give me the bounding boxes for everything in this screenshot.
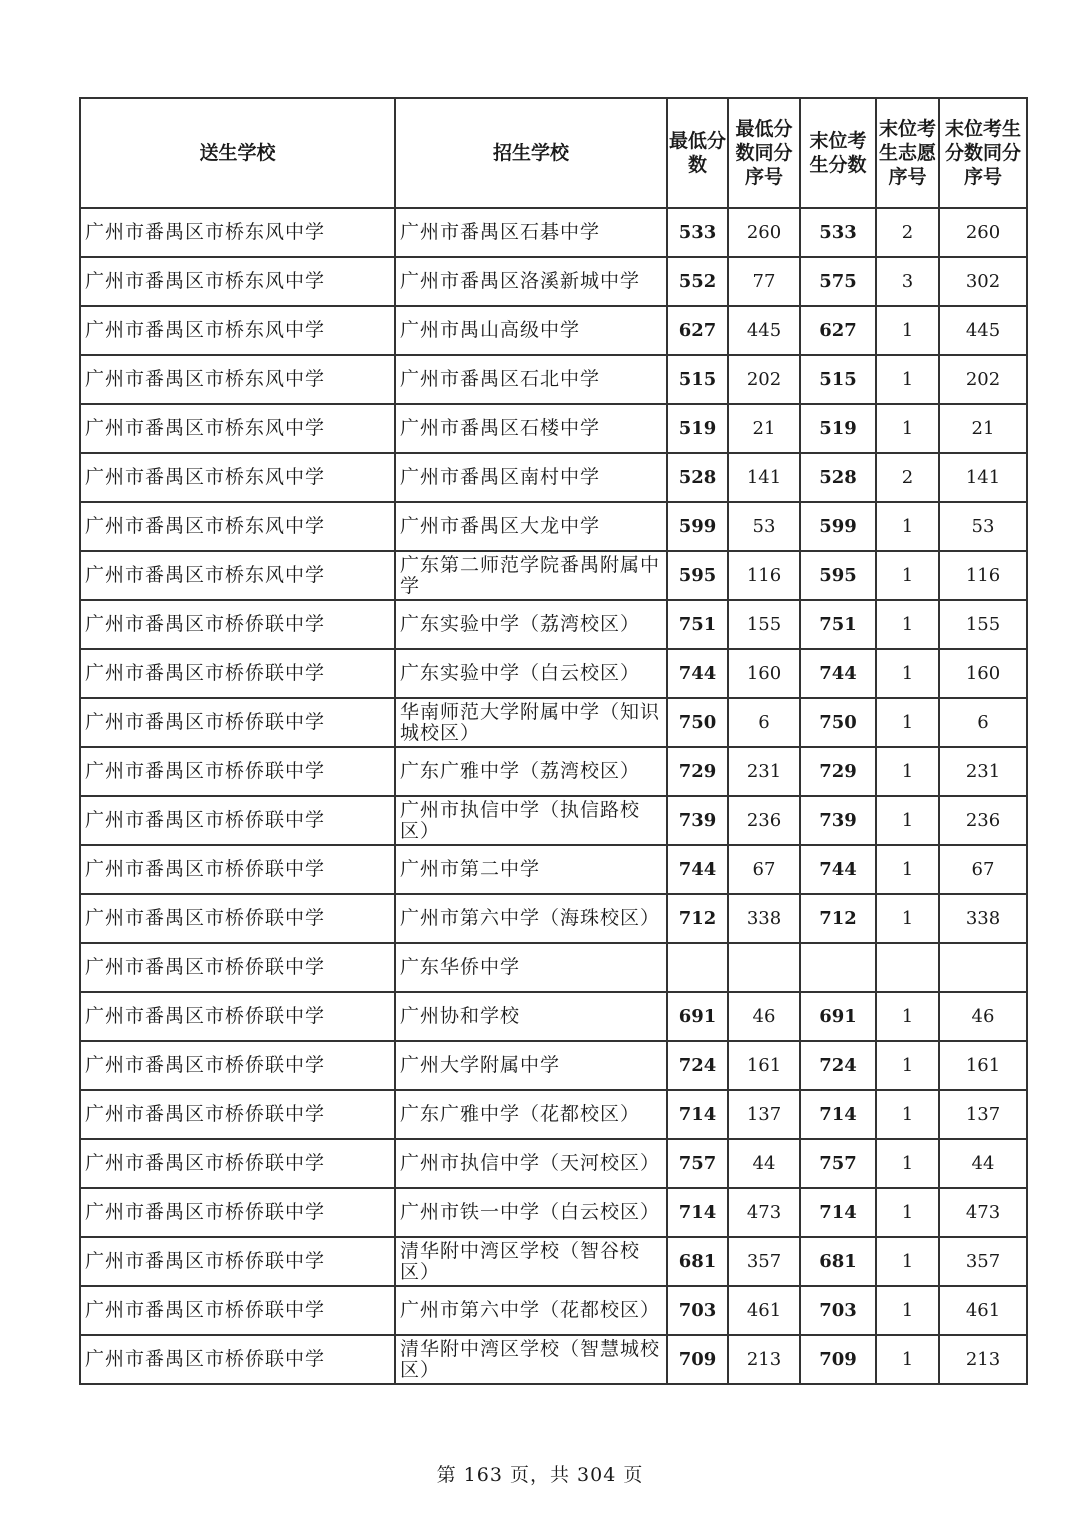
cell-sending-school: 广州市番禺区市桥侨联中学 [80,747,395,796]
cell-last-rank: 155 [939,600,1027,649]
cell-last-rank: 44 [939,1139,1027,1188]
cell-last-rank: 338 [939,894,1027,943]
cell-admitting-school: 广州市铁一中学（白云校区） [395,1188,667,1237]
cell-last-preference: 1 [876,1090,939,1139]
cell-min-score: 714 [667,1188,728,1237]
cell-last-score: 709 [800,1335,876,1384]
cell-min-score: 729 [667,747,728,796]
cell-sending-school: 广州市番禺区市桥东风中学 [80,257,395,306]
table-row [80,453,1027,502]
cell-min-score: 714 [667,1090,728,1139]
cell-last-score: 729 [800,747,876,796]
cell-last-rank: 116 [939,551,1027,600]
cell-min-score-rank: 231 [728,747,800,796]
table-row [80,1041,1027,1090]
cell-min-score: 709 [667,1335,728,1384]
cell-min-score: 744 [667,649,728,698]
page-number: 第 163 页，共 304 页 [436,1464,644,1486]
cell-admitting-school: 广东实验中学（荔湾校区） [395,600,667,649]
cell-admitting-school: 广州市禺山高级中学 [395,306,667,355]
cell-last-rank: 202 [939,355,1027,404]
cell-last-score [800,943,876,992]
cell-last-preference: 1 [876,1286,939,1335]
cell-min-score-rank: 116 [728,551,800,600]
cell-last-rank: 357 [939,1237,1027,1286]
cell-min-score-rank: 155 [728,600,800,649]
cell-last-score: 724 [800,1041,876,1090]
cell-admitting-school: 广州市执信中学（执信路校区） [395,796,667,845]
cell-sending-school: 广州市番禺区市桥侨联中学 [80,845,395,894]
cell-last-preference: 1 [876,1237,939,1286]
cell-min-score-rank: 473 [728,1188,800,1237]
cell-min-score-rank: 236 [728,796,800,845]
cell-last-preference: 1 [876,698,939,747]
cell-last-score: 595 [800,551,876,600]
cell-last-rank: 53 [939,502,1027,551]
header-sending-school: 送生学校 [80,98,395,208]
cell-last-preference: 1 [876,502,939,551]
cell-last-score: 599 [800,502,876,551]
table-row [80,747,1027,796]
cell-min-score-rank [728,943,800,992]
cell-last-rank: 6 [939,698,1027,747]
cell-last-rank: 260 [939,208,1027,257]
table-row [80,1237,1027,1286]
cell-min-score-rank: 202 [728,355,800,404]
header-last-score: 末位考生分数 [800,98,876,208]
cell-min-score-rank: 46 [728,992,800,1041]
cell-last-score: 575 [800,257,876,306]
cell-last-preference: 1 [876,1041,939,1090]
cell-sending-school: 广州市番禺区市桥东风中学 [80,453,395,502]
table-row [80,1090,1027,1139]
cell-sending-school: 广州市番禺区市桥侨联中学 [80,600,395,649]
table-row [80,551,1027,600]
cell-min-score-rank: 77 [728,257,800,306]
cell-sending-school: 广州市番禺区市桥侨联中学 [80,1335,395,1384]
cell-min-score-rank: 461 [728,1286,800,1335]
cell-min-score: 533 [667,208,728,257]
cell-last-preference: 1 [876,1188,939,1237]
cell-last-rank: 137 [939,1090,1027,1139]
cell-admitting-school: 广州市番禺区石楼中学 [395,404,667,453]
cell-last-preference: 2 [876,453,939,502]
cell-admitting-school: 广州市第六中学（海珠校区） [395,894,667,943]
cell-sending-school: 广州市番禺区市桥侨联中学 [80,943,395,992]
table-row [80,992,1027,1041]
cell-last-rank: 302 [939,257,1027,306]
cell-min-score: 739 [667,796,728,845]
cell-last-preference: 1 [876,355,939,404]
cell-sending-school: 广州市番禺区市桥东风中学 [80,551,395,600]
cell-min-score: 751 [667,600,728,649]
cell-last-rank: 161 [939,1041,1027,1090]
cell-min-score: 691 [667,992,728,1041]
cell-last-rank: 141 [939,453,1027,502]
header-last-rank: 末位考生分数同分序号 [939,98,1027,208]
cell-admitting-school: 广东第二师范学院番禺附属中学 [395,551,667,600]
table-row [80,600,1027,649]
cell-min-score-rank: 160 [728,649,800,698]
cell-last-rank: 21 [939,404,1027,453]
table-row [80,943,1027,992]
cell-last-score: 515 [800,355,876,404]
cell-min-score-rank: 213 [728,1335,800,1384]
table-row [80,502,1027,551]
cell-min-score: 703 [667,1286,728,1335]
cell-last-preference: 1 [876,551,939,600]
cell-min-score: 599 [667,502,728,551]
cell-last-rank: 160 [939,649,1027,698]
table-row [80,1139,1027,1188]
cell-min-score: 519 [667,404,728,453]
cell-min-score [667,943,728,992]
cell-min-score-rank: 21 [728,404,800,453]
cell-min-score-rank: 338 [728,894,800,943]
cell-last-score: 744 [800,845,876,894]
cell-last-rank: 231 [939,747,1027,796]
cell-last-preference: 1 [876,1139,939,1188]
admission-score-table [79,97,1028,1385]
cell-sending-school: 广州市番禺区市桥侨联中学 [80,1139,395,1188]
cell-sending-school: 广州市番禺区市桥侨联中学 [80,992,395,1041]
cell-last-score: 714 [800,1090,876,1139]
cell-last-score: 519 [800,404,876,453]
table-body [80,208,1027,1384]
header-last-preference: 末位考生志愿序号 [876,98,939,208]
cell-last-rank: 213 [939,1335,1027,1384]
cell-last-rank: 445 [939,306,1027,355]
cell-min-score: 681 [667,1237,728,1286]
header-admitting-school: 招生学校 [395,98,667,208]
cell-last-preference [876,943,939,992]
cell-last-rank: 236 [939,796,1027,845]
cell-last-rank: 473 [939,1188,1027,1237]
cell-admitting-school: 华南师范大学附属中学（知识城校区） [395,698,667,747]
cell-last-rank: 67 [939,845,1027,894]
header-min-score-rank: 最低分数同分序号 [728,98,800,208]
table-row [80,306,1027,355]
cell-admitting-school: 广州市第二中学 [395,845,667,894]
cell-last-score: 751 [800,600,876,649]
cell-sending-school: 广州市番禺区市桥东风中学 [80,404,395,453]
table-row [80,845,1027,894]
cell-last-score: 757 [800,1139,876,1188]
cell-min-score: 515 [667,355,728,404]
cell-sending-school: 广州市番禺区市桥侨联中学 [80,1041,395,1090]
table-row [80,894,1027,943]
cell-min-score: 552 [667,257,728,306]
cell-last-score: 744 [800,649,876,698]
cell-sending-school: 广州市番禺区市桥侨联中学 [80,894,395,943]
table-row [80,404,1027,453]
cell-sending-school: 广州市番禺区市桥东风中学 [80,502,395,551]
cell-admitting-school: 广东广雅中学（荔湾校区） [395,747,667,796]
cell-min-score-rank: 141 [728,453,800,502]
cell-admitting-school: 清华附中湾区学校（智谷校区） [395,1237,667,1286]
cell-last-score: 533 [800,208,876,257]
cell-last-score: 681 [800,1237,876,1286]
cell-admitting-school: 广州大学附属中学 [395,1041,667,1090]
cell-last-preference: 2 [876,208,939,257]
cell-admitting-school: 广州市番禺区南村中学 [395,453,667,502]
cell-last-score: 714 [800,1188,876,1237]
table-row [80,355,1027,404]
cell-admitting-school: 广州市番禺区石碁中学 [395,208,667,257]
cell-last-preference: 3 [876,257,939,306]
cell-last-preference: 1 [876,649,939,698]
cell-admitting-school: 广州市番禺区石北中学 [395,355,667,404]
cell-min-score-rank: 161 [728,1041,800,1090]
cell-sending-school: 广州市番禺区市桥东风中学 [80,306,395,355]
cell-min-score-rank: 445 [728,306,800,355]
cell-admitting-school: 广州协和学校 [395,992,667,1041]
cell-last-preference: 1 [876,600,939,649]
table-row [80,1335,1027,1384]
cell-last-score: 528 [800,453,876,502]
cell-admitting-school: 广东华侨中学 [395,943,667,992]
cell-last-preference: 1 [876,845,939,894]
cell-last-score: 627 [800,306,876,355]
cell-sending-school: 广州市番禺区市桥侨联中学 [80,1188,395,1237]
table-row [80,1188,1027,1237]
cell-sending-school: 广州市番禺区市桥侨联中学 [80,1090,395,1139]
cell-min-score: 712 [667,894,728,943]
cell-min-score-rank: 6 [728,698,800,747]
table-row [80,208,1027,257]
cell-min-score: 528 [667,453,728,502]
cell-last-preference: 1 [876,747,939,796]
cell-last-score: 750 [800,698,876,747]
cell-min-score-rank: 137 [728,1090,800,1139]
cell-last-score: 739 [800,796,876,845]
cell-sending-school: 广州市番禺区市桥东风中学 [80,355,395,404]
cell-last-rank [939,943,1027,992]
cell-admitting-school: 广州市番禺区大龙中学 [395,502,667,551]
cell-sending-school: 广州市番禺区市桥侨联中学 [80,1286,395,1335]
cell-min-score: 595 [667,551,728,600]
cell-sending-school: 广州市番禺区市桥侨联中学 [80,698,395,747]
cell-last-preference: 1 [876,404,939,453]
score-table-container [79,97,1026,1385]
cell-last-rank: 461 [939,1286,1027,1335]
cell-min-score: 744 [667,845,728,894]
cell-last-preference: 1 [876,1335,939,1384]
table-row [80,698,1027,747]
cell-admitting-school: 清华附中湾区学校（智慧城校区） [395,1335,667,1384]
cell-sending-school: 广州市番禺区市桥侨联中学 [80,796,395,845]
cell-last-preference: 1 [876,796,939,845]
cell-min-score-rank: 260 [728,208,800,257]
cell-last-preference: 1 [876,306,939,355]
cell-admitting-school: 广州市第六中学（花都校区） [395,1286,667,1335]
table-row [80,649,1027,698]
cell-min-score-rank: 357 [728,1237,800,1286]
cell-last-preference: 1 [876,894,939,943]
cell-last-rank: 46 [939,992,1027,1041]
cell-sending-school: 广州市番禺区市桥东风中学 [80,208,395,257]
cell-min-score: 750 [667,698,728,747]
cell-sending-school: 广州市番禺区市桥侨联中学 [80,649,395,698]
cell-admitting-school: 广东广雅中学（花都校区） [395,1090,667,1139]
cell-min-score-rank: 67 [728,845,800,894]
cell-min-score-rank: 53 [728,502,800,551]
header-row [80,98,1027,208]
cell-last-preference: 1 [876,992,939,1041]
table-row [80,796,1027,845]
table-row [80,257,1027,306]
cell-sending-school: 广州市番禺区市桥侨联中学 [80,1237,395,1286]
cell-admitting-school: 广东实验中学（白云校区） [395,649,667,698]
cell-last-score: 712 [800,894,876,943]
cell-admitting-school: 广州市番禺区洛溪新城中学 [395,257,667,306]
cell-min-score: 757 [667,1139,728,1188]
cell-last-score: 703 [800,1286,876,1335]
table-row [80,1286,1027,1335]
cell-admitting-school: 广州市执信中学（天河校区） [395,1139,667,1188]
cell-min-score: 724 [667,1041,728,1090]
header-min-score: 最低分数 [667,98,728,208]
cell-min-score-rank: 44 [728,1139,800,1188]
cell-min-score: 627 [667,306,728,355]
cell-last-score: 691 [800,992,876,1041]
